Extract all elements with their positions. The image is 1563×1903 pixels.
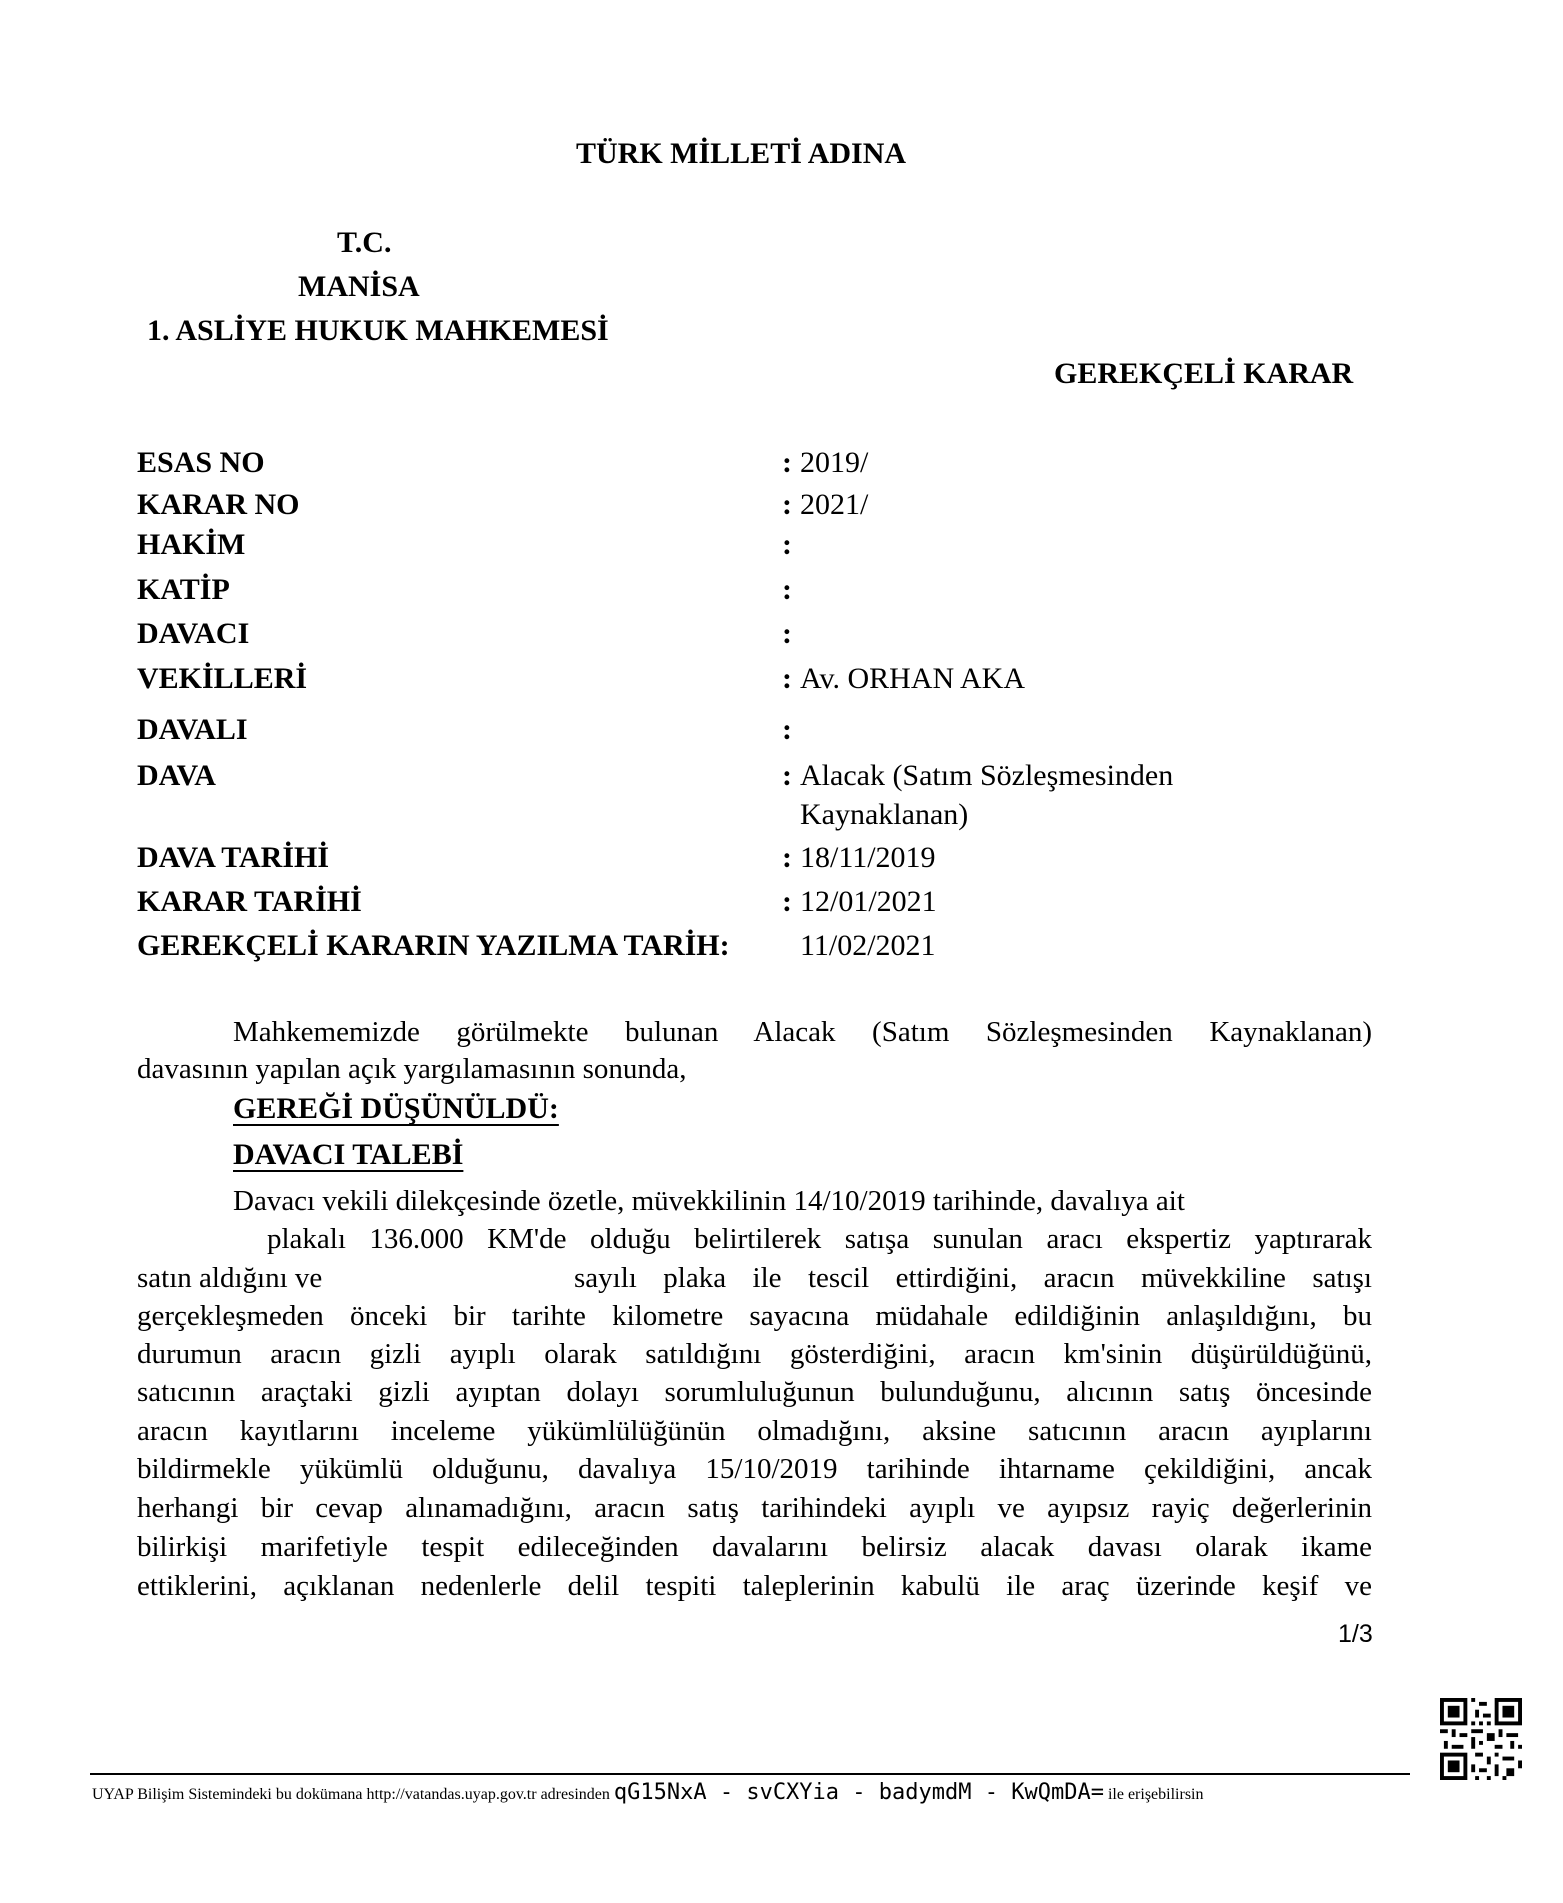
section-heading-gereği-dusunuldu: GEREĞİ DÜŞÜNÜLDÜ:: [233, 1092, 559, 1125]
field-value-karar-tarihi: 12/01/2021: [800, 885, 937, 918]
tc-heading: T.C.: [337, 226, 392, 259]
field-colon: :: [782, 617, 792, 650]
intro-line-2: davasının yapılan açık yargılamasının sonunda,: [137, 1053, 687, 1085]
footer-prefix: UYAP Bilişim Sistemindeki bu dokümana http://vatandas.uyap.gov.tr adresinden: [92, 1786, 610, 1803]
field-label-yazilma-tarihi: GEREKÇELİ KARARIN YAZILMA TARİH:: [137, 929, 730, 962]
footer-suffix: ile erişebilirsin: [1107, 1786, 1204, 1803]
field-label-davali: DAVALI: [137, 713, 248, 746]
doc-type-heading: GEREKÇELİ KARAR: [1054, 357, 1354, 390]
body-line: sayılı plaka ile tescil ettirdiğini, aracın müvekkiline satışı: [574, 1262, 1372, 1294]
field-label-hakim: HAKİM: [137, 528, 246, 561]
field-value-esas-no: 2019/: [800, 446, 869, 479]
field-label-vekilleri: VEKİLLERİ: [137, 662, 308, 695]
field-label-esas-no: ESAS NO: [137, 446, 265, 479]
body-line: durumun aracın gizli ayıplı olarak satıldığını gösterdiğini, aracın km'sinin düşürüldüğünü,: [137, 1338, 1372, 1370]
field-colon: :: [782, 885, 792, 918]
field-colon: :: [782, 446, 792, 479]
body-line: plakalı 136.000 KM'de olduğu belirtilerek satışa sunulan aracı ekspertiz yaptırarak: [267, 1223, 1372, 1255]
field-label-karar-tarihi: KARAR TARİHİ: [137, 885, 362, 918]
nation-heading: TÜRK MİLLETİ ADINA: [576, 137, 907, 170]
field-colon: :: [782, 759, 792, 792]
body-line: satın aldığını ve: [137, 1262, 323, 1294]
body-line: bilirkişi marifetiyle tespit edileceğinden davalarını belirsiz alacak davası olarak ikame: [137, 1531, 1372, 1563]
field-colon: :: [782, 528, 792, 561]
intro-line-1: Mahkememizde görülmekte bulunan Alacak (Satım Sözleşmesinden Kaynaklanan): [233, 1016, 1372, 1048]
field-label-katip: KATİP: [137, 573, 230, 606]
field-label-dava-tarihi: DAVA TARİHİ: [137, 841, 330, 874]
qr-code-icon: [1440, 1698, 1522, 1780]
court-heading: 1. ASLİYE HUKUK MAHKEMESİ: [147, 314, 609, 347]
body-line: bildirmekle yükümlü olduğunu, davalıya 15/10/2019 tarihinde ihtarname çekildiğini, ancak: [137, 1453, 1372, 1485]
body-line: Davacı vekili dilekçesinde özetle, müvekkilinin 14/10/2019 tarihinde, davalıya ait: [233, 1185, 1185, 1217]
city-heading: MANİSA: [298, 270, 420, 303]
field-colon: :: [782, 488, 792, 521]
field-label-davaci: DAVACI: [137, 617, 250, 650]
body-line: satıcının araçtaki gizli ayıptan dolayı sorumluluğunun bulunduğunu, alıcının satış öncesinde: [137, 1376, 1372, 1408]
field-value-dava: Alacak (Satım Sözleşmesinden: [800, 759, 1174, 792]
body-line: herhangi bir cevap alınamadığını, aracın satış tarihindeki ayıplı ve ayıpsız rayiç değerlerinin: [137, 1492, 1372, 1524]
footer-access-code: qG15NxA - svCXYia - badymdM - KwQmDA=: [613, 1780, 1104, 1805]
field-colon: :: [782, 662, 792, 695]
footer: [92, 1780, 1203, 1805]
field-label-karar-no: KARAR NO: [137, 488, 300, 521]
page-number: 1/3: [1338, 1620, 1373, 1648]
field-value-karar-no: 2021/: [800, 488, 869, 521]
field-colon: :: [782, 841, 792, 874]
field-label-dava: DAVA: [137, 759, 216, 792]
section-heading-davaci-talebi: DAVACI TALEBİ: [233, 1138, 464, 1171]
body-line: gerçekleşmeden önceki bir tarihte kilometre sayacına müdahale edildiğinin anlaşıldığını, bu: [137, 1300, 1372, 1332]
field-value-vekilleri: Av. ORHAN AKA: [800, 662, 1025, 695]
field-value-yazilma-tarihi: 11/02/2021: [800, 929, 936, 962]
body-line: aracın kayıtlarını inceleme yükümlülüğünün olmadığını, aksine satıcının aracın ayıplarını: [137, 1415, 1372, 1447]
field-colon: :: [782, 713, 792, 746]
body-line: ettiklerini, açıklanan nedenlerle delil tespiti taleplerinin kabulü ile araç üzerinde keşif ve: [137, 1570, 1372, 1602]
footer-rule: [90, 1773, 1410, 1775]
field-value-dava-tarihi: 18/11/2019: [800, 841, 936, 874]
field-colon: :: [782, 573, 792, 606]
field-value-dava-cont: Kaynaklanan): [800, 798, 969, 831]
